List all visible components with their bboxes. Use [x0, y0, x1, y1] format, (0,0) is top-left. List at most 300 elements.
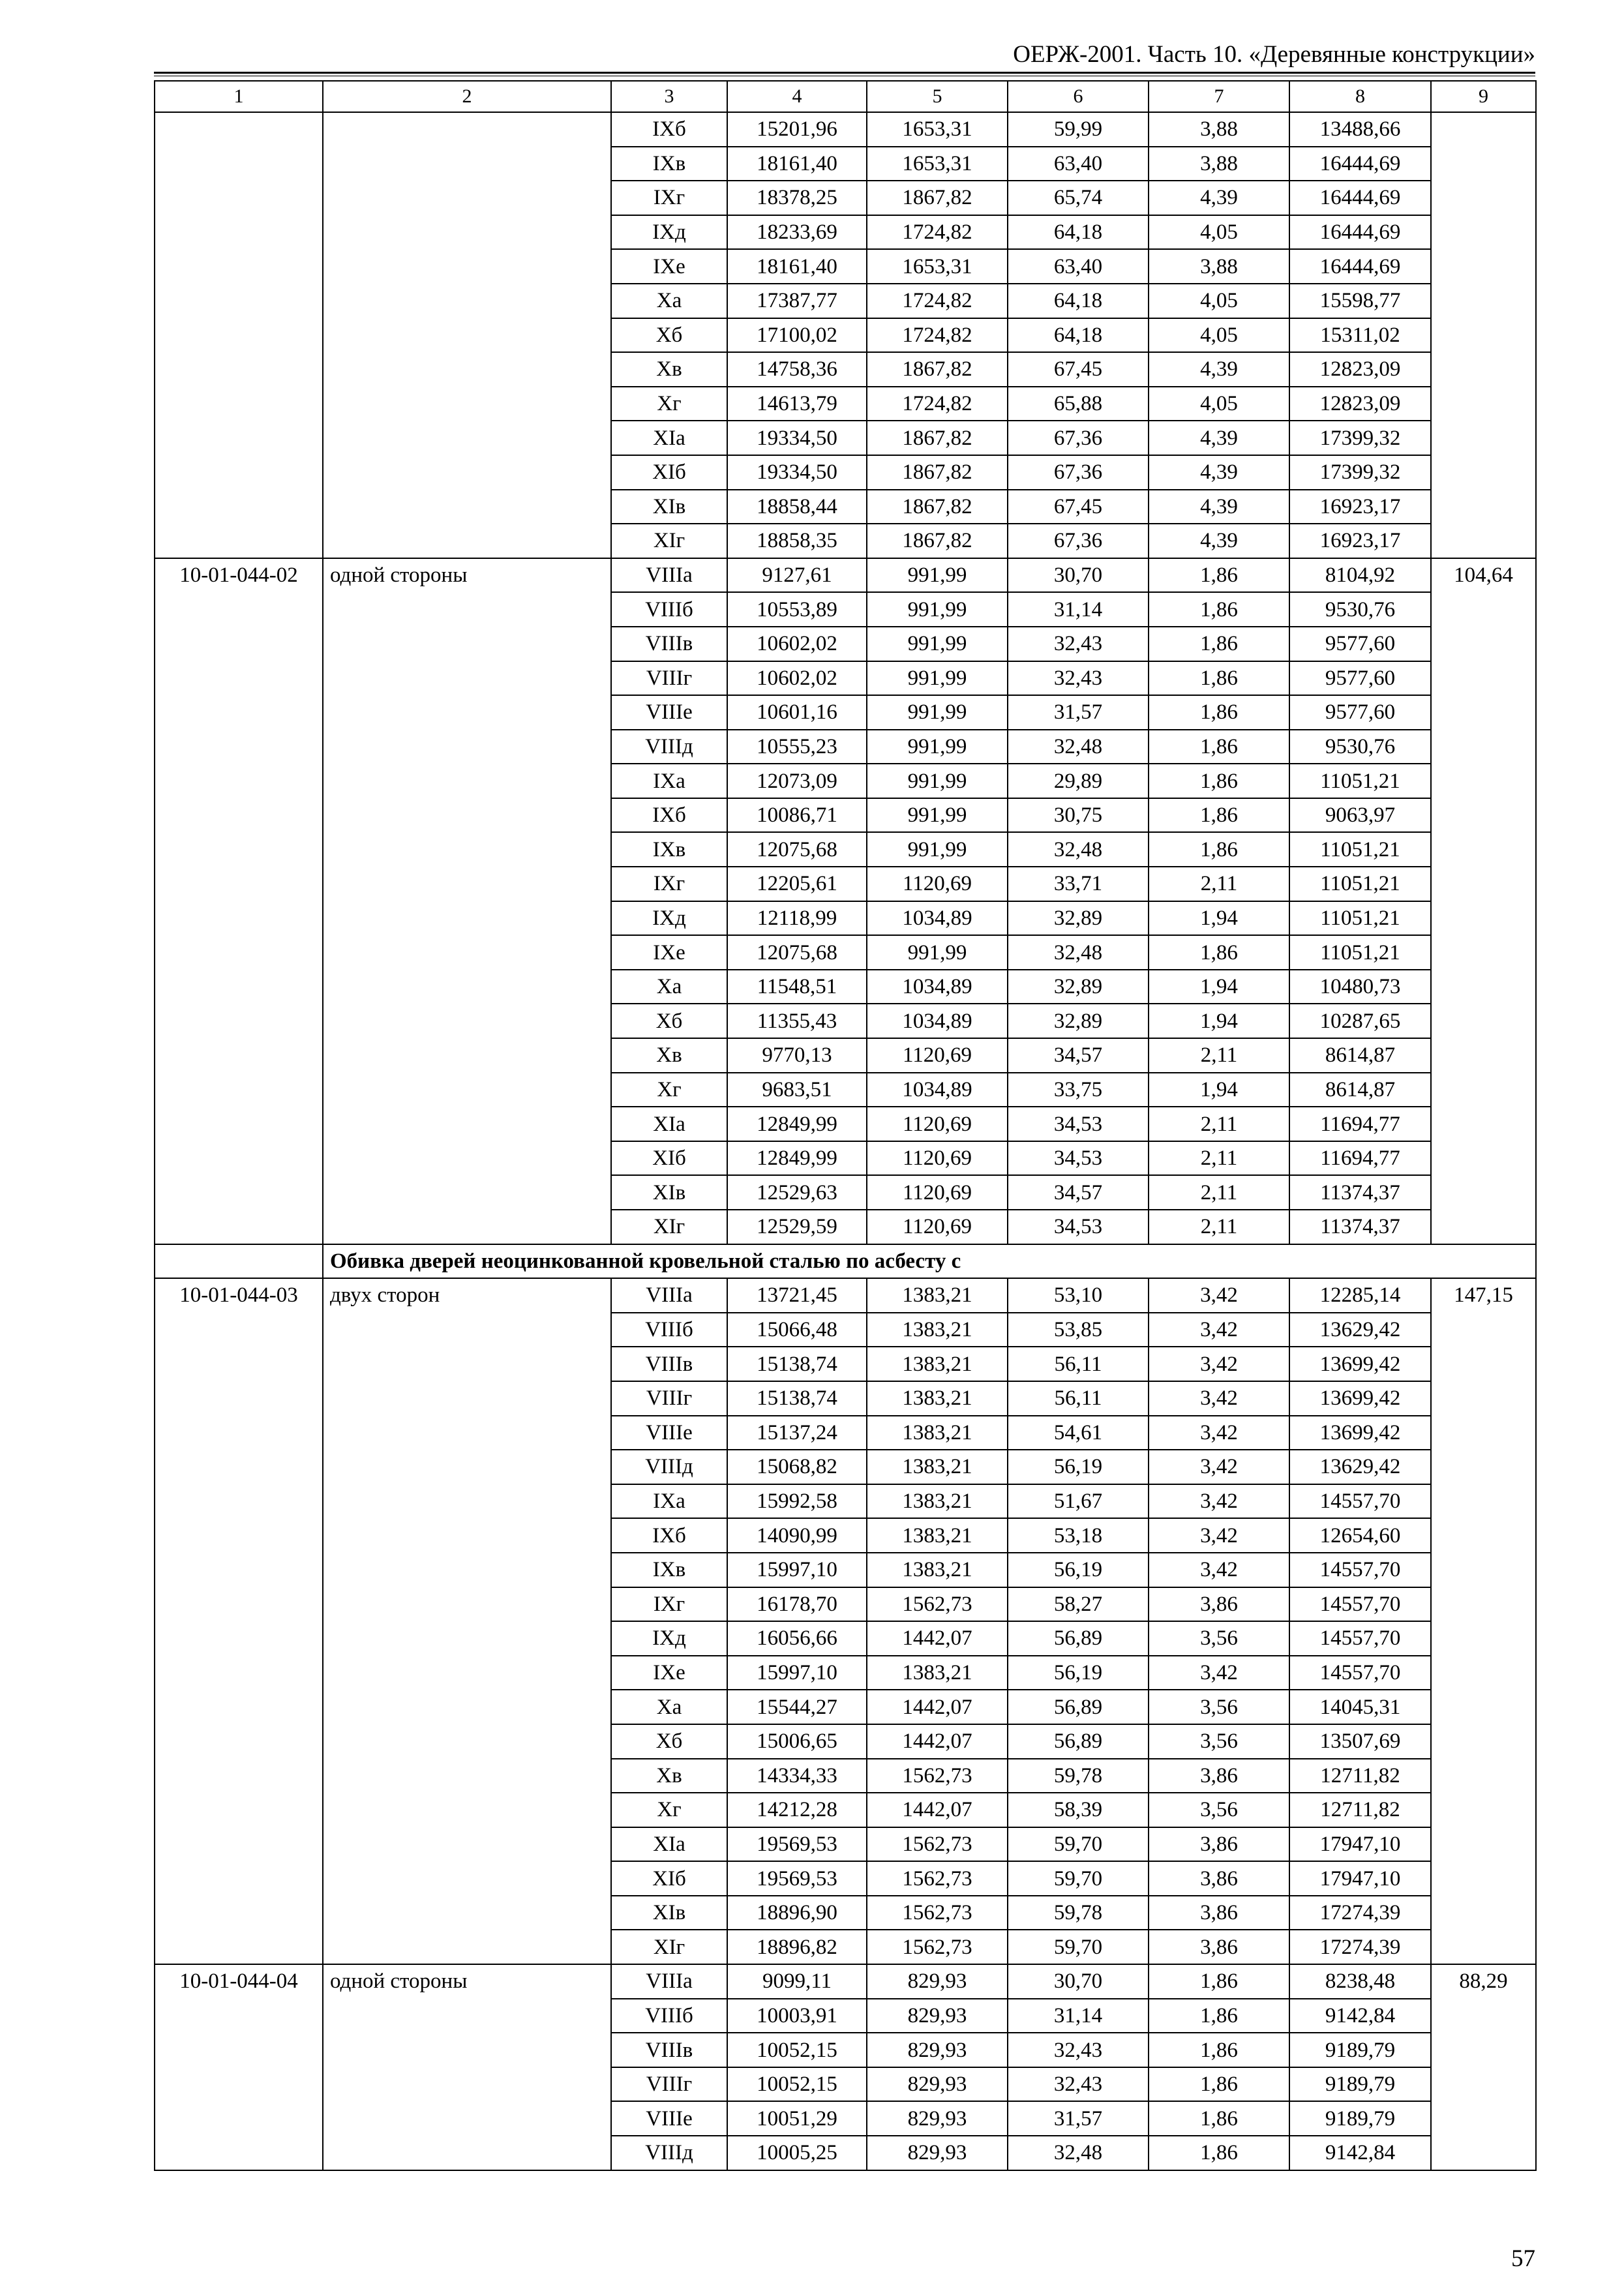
- column-number: 1: [155, 81, 323, 112]
- machinist-wages-cell: 3,42: [1149, 1313, 1289, 1347]
- page-header: ОЕРЖ-2001. Часть 10. «Деревянные конструкции»: [1013, 41, 1535, 68]
- total-cost-cell: 15992,58: [727, 1484, 867, 1519]
- machines-cell: 67,45: [1008, 352, 1149, 387]
- zone-cell: IXб: [611, 112, 727, 147]
- total-cost-cell: 9683,51: [727, 1073, 867, 1107]
- machinist-wages-cell: 3,56: [1149, 1690, 1289, 1724]
- machinist-wages-cell: 1,86: [1149, 2136, 1289, 2170]
- materials-cell: 12823,09: [1289, 387, 1431, 421]
- machines-cell: 59,99: [1008, 112, 1149, 147]
- wages-cell: 1724,82: [867, 284, 1008, 318]
- materials-cell: 15598,77: [1289, 284, 1431, 318]
- column-number: 2: [323, 81, 611, 112]
- machinist-wages-cell: 3,88: [1149, 147, 1289, 181]
- wages-cell: 1383,21: [867, 1450, 1008, 1484]
- materials-cell: 14557,70: [1289, 1621, 1431, 1656]
- wages-cell: 1867,82: [867, 421, 1008, 455]
- wages-cell: 1653,31: [867, 147, 1008, 181]
- total-cost-cell: 9127,61: [727, 558, 867, 593]
- machinist-wages-cell: 3,42: [1149, 1381, 1289, 1416]
- machinist-wages-cell: 4,05: [1149, 284, 1289, 318]
- total-cost-cell: 14090,99: [727, 1518, 867, 1553]
- wages-cell: 1653,31: [867, 249, 1008, 284]
- materials-cell: 17399,32: [1289, 421, 1431, 455]
- materials-cell: 10287,65: [1289, 1004, 1431, 1038]
- machinist-wages-cell: 3,42: [1149, 1347, 1289, 1381]
- total-cost-cell: 9099,11: [727, 1964, 867, 1999]
- materials-cell: 9189,79: [1289, 2033, 1431, 2067]
- empty-cell: [155, 1244, 323, 1279]
- machines-cell: 31,14: [1008, 592, 1149, 627]
- materials-cell: 8614,87: [1289, 1038, 1431, 1073]
- materials-cell: 16923,17: [1289, 524, 1431, 558]
- materials-cell: 9189,79: [1289, 2101, 1431, 2136]
- machines-cell: 65,88: [1008, 387, 1149, 421]
- machines-cell: 34,53: [1008, 1210, 1149, 1244]
- wages-cell: 1442,07: [867, 1724, 1008, 1759]
- wages-cell: 1383,21: [867, 1656, 1008, 1690]
- materials-cell: 11694,77: [1289, 1141, 1431, 1176]
- total-cost-cell: 10602,02: [727, 627, 867, 661]
- materials-cell: 14557,70: [1289, 1553, 1431, 1587]
- wages-cell: 1120,69: [867, 1038, 1008, 1073]
- machinist-wages-cell: 3,56: [1149, 1793, 1289, 1827]
- materials-cell: 8614,87: [1289, 1073, 1431, 1107]
- materials-cell: 17274,39: [1289, 1896, 1431, 1930]
- machines-cell: 34,57: [1008, 1038, 1149, 1073]
- wages-cell: 991,99: [867, 627, 1008, 661]
- zone-cell: Xг: [611, 387, 727, 421]
- zone-cell: VIIIа: [611, 1278, 727, 1313]
- machinist-wages-cell: 1,86: [1149, 2067, 1289, 2102]
- materials-cell: 13629,42: [1289, 1313, 1431, 1347]
- zone-cell: XIг: [611, 1210, 727, 1244]
- machines-cell: 59,70: [1008, 1827, 1149, 1862]
- total-cost-cell: 15138,74: [727, 1347, 867, 1381]
- zone-cell: VIIIд: [611, 730, 727, 764]
- machinist-wages-cell: 2,11: [1149, 867, 1289, 901]
- zone-cell: VIIIд: [611, 1450, 727, 1484]
- rates-table: [154, 80, 1537, 2171]
- machines-cell: 63,40: [1008, 147, 1149, 181]
- materials-cell: 11051,21: [1289, 867, 1431, 901]
- wages-cell: 1383,21: [867, 1347, 1008, 1381]
- machines-cell: 34,53: [1008, 1141, 1149, 1176]
- wages-cell: 1562,73: [867, 1896, 1008, 1930]
- machines-cell: 32,48: [1008, 935, 1149, 970]
- total-cost-cell: 15137,24: [727, 1416, 867, 1450]
- machines-cell: 32,89: [1008, 901, 1149, 936]
- materials-cell: 12711,82: [1289, 1793, 1431, 1827]
- wages-cell: 1120,69: [867, 1175, 1008, 1210]
- wages-cell: 1034,89: [867, 1004, 1008, 1038]
- total-cost-cell: 12075,68: [727, 832, 867, 867]
- machines-cell: 58,27: [1008, 1587, 1149, 1622]
- wages-cell: 1034,89: [867, 970, 1008, 1004]
- rate-name: двух сторон: [323, 1278, 611, 1964]
- machines-cell: 59,70: [1008, 1930, 1149, 1964]
- materials-cell: 12654,60: [1289, 1518, 1431, 1553]
- zone-cell: XIв: [611, 490, 727, 524]
- zone-cell: Xг: [611, 1793, 727, 1827]
- machinist-wages-cell: 3,86: [1149, 1861, 1289, 1896]
- total-cost-cell: 19569,53: [727, 1861, 867, 1896]
- materials-cell: 17947,10: [1289, 1827, 1431, 1862]
- rate-code: 10-01-044-03: [155, 1278, 323, 1964]
- table-row: [155, 1278, 1536, 1313]
- machinist-wages-cell: 3,56: [1149, 1724, 1289, 1759]
- zone-cell: IXб: [611, 1518, 727, 1553]
- machinist-wages-cell: 2,11: [1149, 1141, 1289, 1176]
- wages-cell: 829,93: [867, 1999, 1008, 2033]
- machinist-wages-cell: 1,86: [1149, 661, 1289, 696]
- zone-cell: IXе: [611, 249, 727, 284]
- zone-cell: XIв: [611, 1175, 727, 1210]
- wages-cell: 991,99: [867, 935, 1008, 970]
- total-cost-cell: 10003,91: [727, 1999, 867, 2033]
- materials-cell: 8104,92: [1289, 558, 1431, 593]
- machines-cell: 32,43: [1008, 661, 1149, 696]
- total-cost-cell: 10601,16: [727, 695, 867, 730]
- machines-cell: 65,74: [1008, 181, 1149, 215]
- wages-cell: 1724,82: [867, 387, 1008, 421]
- total-cost-cell: 18858,35: [727, 524, 867, 558]
- wages-cell: 829,93: [867, 2136, 1008, 2170]
- materials-cell: 15311,02: [1289, 318, 1431, 353]
- wages-cell: 1867,82: [867, 352, 1008, 387]
- total-cost-cell: 12118,99: [727, 901, 867, 936]
- machinist-wages-cell: 4,39: [1149, 455, 1289, 490]
- materials-cell: 11051,21: [1289, 832, 1431, 867]
- materials-cell: 9142,84: [1289, 2136, 1431, 2170]
- zone-cell: XIа: [611, 1827, 727, 1862]
- machines-cell: 59,78: [1008, 1759, 1149, 1793]
- zone-cell: VIIIв: [611, 1347, 727, 1381]
- materials-cell: 11374,37: [1289, 1210, 1431, 1244]
- zone-cell: XIб: [611, 1861, 727, 1896]
- section-title: Обивка дверей неоцинкованной кровельной сталью по асбесту с: [323, 1244, 1536, 1279]
- machines-cell: 56,19: [1008, 1553, 1149, 1587]
- machines-cell: 29,89: [1008, 764, 1149, 798]
- total-cost-cell: 15006,65: [727, 1724, 867, 1759]
- zone-cell: IXд: [611, 215, 727, 250]
- total-cost-cell: 9770,13: [727, 1038, 867, 1073]
- total-cost-cell: 18233,69: [727, 215, 867, 250]
- rate-name: [323, 112, 611, 558]
- machines-cell: 56,11: [1008, 1347, 1149, 1381]
- total-cost-cell: 19334,50: [727, 421, 867, 455]
- materials-cell: 11051,21: [1289, 935, 1431, 970]
- materials-cell: 17947,10: [1289, 1861, 1431, 1896]
- materials-cell: 14557,70: [1289, 1587, 1431, 1622]
- wages-cell: 991,99: [867, 730, 1008, 764]
- labor-cost-cell: 147,15: [1431, 1278, 1536, 1964]
- machines-cell: 64,18: [1008, 318, 1149, 353]
- machines-cell: 32,43: [1008, 2067, 1149, 2102]
- zone-cell: Xа: [611, 970, 727, 1004]
- materials-cell: 11694,77: [1289, 1107, 1431, 1141]
- wages-cell: 829,93: [867, 1964, 1008, 1999]
- machines-cell: 33,75: [1008, 1073, 1149, 1107]
- wages-cell: 1867,82: [867, 490, 1008, 524]
- column-number: 7: [1149, 81, 1289, 112]
- machines-cell: 31,14: [1008, 1999, 1149, 2033]
- machinist-wages-cell: 1,86: [1149, 832, 1289, 867]
- materials-cell: 16444,69: [1289, 147, 1431, 181]
- zone-cell: VIIIв: [611, 627, 727, 661]
- machines-cell: 34,53: [1008, 1107, 1149, 1141]
- machines-cell: 56,11: [1008, 1381, 1149, 1416]
- machines-cell: 31,57: [1008, 695, 1149, 730]
- machines-cell: 54,61: [1008, 1416, 1149, 1450]
- zone-cell: XIб: [611, 455, 727, 490]
- machines-cell: 32,48: [1008, 2136, 1149, 2170]
- total-cost-cell: 14334,33: [727, 1759, 867, 1793]
- machinist-wages-cell: 1,86: [1149, 764, 1289, 798]
- materials-cell: 16444,69: [1289, 249, 1431, 284]
- machinist-wages-cell: 4,05: [1149, 318, 1289, 353]
- total-cost-cell: 10005,25: [727, 2136, 867, 2170]
- total-cost-cell: 15068,82: [727, 1450, 867, 1484]
- machines-cell: 67,36: [1008, 455, 1149, 490]
- machinist-wages-cell: 3,86: [1149, 1827, 1289, 1862]
- labor-cost-cell: 88,29: [1431, 1964, 1536, 2170]
- machinist-wages-cell: 1,86: [1149, 2101, 1289, 2136]
- wages-cell: 1562,73: [867, 1827, 1008, 1862]
- wages-cell: 1120,69: [867, 1141, 1008, 1176]
- zone-cell: VIIIб: [611, 592, 727, 627]
- materials-cell: 9577,60: [1289, 695, 1431, 730]
- machines-cell: 31,57: [1008, 2101, 1149, 2136]
- machinist-wages-cell: 3,42: [1149, 1416, 1289, 1450]
- wages-cell: 991,99: [867, 695, 1008, 730]
- total-cost-cell: 15138,74: [727, 1381, 867, 1416]
- column-number: 8: [1289, 81, 1431, 112]
- table-row: [155, 112, 1536, 147]
- zone-cell: VIIIа: [611, 558, 727, 593]
- materials-cell: 17399,32: [1289, 455, 1431, 490]
- machines-cell: 67,36: [1008, 421, 1149, 455]
- wages-cell: 1442,07: [867, 1621, 1008, 1656]
- total-cost-cell: 12529,59: [727, 1210, 867, 1244]
- zone-cell: Xа: [611, 284, 727, 318]
- total-cost-cell: 12205,61: [727, 867, 867, 901]
- machines-cell: 33,71: [1008, 867, 1149, 901]
- wages-cell: 1120,69: [867, 1107, 1008, 1141]
- zone-cell: Xб: [611, 1724, 727, 1759]
- materials-cell: 9142,84: [1289, 1999, 1431, 2033]
- labor-cost-cell: [1431, 112, 1536, 558]
- zone-cell: XIг: [611, 1930, 727, 1964]
- wages-cell: 1653,31: [867, 112, 1008, 147]
- zone-cell: IXв: [611, 1553, 727, 1587]
- total-cost-cell: 14758,36: [727, 352, 867, 387]
- machinist-wages-cell: 2,11: [1149, 1107, 1289, 1141]
- total-cost-cell: 10052,15: [727, 2033, 867, 2067]
- machinist-wages-cell: 3,42: [1149, 1278, 1289, 1313]
- zone-cell: VIIIб: [611, 1999, 727, 2033]
- materials-cell: 13699,42: [1289, 1416, 1431, 1450]
- machines-cell: 30,70: [1008, 558, 1149, 593]
- machines-cell: 56,19: [1008, 1656, 1149, 1690]
- materials-cell: 16923,17: [1289, 490, 1431, 524]
- wages-cell: 1867,82: [867, 181, 1008, 215]
- zone-cell: XIа: [611, 421, 727, 455]
- section-title-row: [155, 1244, 1536, 1279]
- total-cost-cell: 10555,23: [727, 730, 867, 764]
- zone-cell: IXа: [611, 1484, 727, 1519]
- wages-cell: 1383,21: [867, 1381, 1008, 1416]
- zone-cell: VIIIе: [611, 2101, 727, 2136]
- machinist-wages-cell: 3,86: [1149, 1930, 1289, 1964]
- materials-cell: 17274,39: [1289, 1930, 1431, 1964]
- page-number: 57: [1511, 2245, 1535, 2272]
- machinist-wages-cell: 1,94: [1149, 1004, 1289, 1038]
- table-row: [155, 1964, 1536, 1999]
- wages-cell: 1120,69: [867, 867, 1008, 901]
- machines-cell: 58,39: [1008, 1793, 1149, 1827]
- rate-name: одной стороны: [323, 558, 611, 1244]
- wages-cell: 991,99: [867, 661, 1008, 696]
- wages-cell: 1562,73: [867, 1930, 1008, 1964]
- total-cost-cell: 15544,27: [727, 1690, 867, 1724]
- zone-cell: IXб: [611, 798, 727, 833]
- materials-cell: 13629,42: [1289, 1450, 1431, 1484]
- machines-cell: 53,85: [1008, 1313, 1149, 1347]
- machines-cell: 53,18: [1008, 1518, 1149, 1553]
- wages-cell: 991,99: [867, 832, 1008, 867]
- total-cost-cell: 15997,10: [727, 1656, 867, 1690]
- machinist-wages-cell: 4,39: [1149, 490, 1289, 524]
- zone-cell: XIг: [611, 524, 727, 558]
- machines-cell: 67,45: [1008, 490, 1149, 524]
- machinist-wages-cell: 1,94: [1149, 901, 1289, 936]
- total-cost-cell: 14212,28: [727, 1793, 867, 1827]
- materials-cell: 13488,66: [1289, 112, 1431, 147]
- wages-cell: 1867,82: [867, 455, 1008, 490]
- wages-cell: 829,93: [867, 2101, 1008, 2136]
- zone-cell: VIIIв: [611, 2033, 727, 2067]
- column-number: 4: [727, 81, 867, 112]
- zone-cell: IXд: [611, 901, 727, 936]
- rate-code: 10-01-044-04: [155, 1964, 323, 2170]
- materials-cell: 12823,09: [1289, 352, 1431, 387]
- wages-cell: 1562,73: [867, 1587, 1008, 1622]
- column-number: 3: [611, 81, 727, 112]
- total-cost-cell: 18161,40: [727, 249, 867, 284]
- total-cost-cell: 12529,63: [727, 1175, 867, 1210]
- zone-cell: VIIIе: [611, 1416, 727, 1450]
- zone-cell: IXд: [611, 1621, 727, 1656]
- machinist-wages-cell: 3,86: [1149, 1759, 1289, 1793]
- wages-cell: 1562,73: [867, 1861, 1008, 1896]
- materials-cell: 8238,48: [1289, 1964, 1431, 1999]
- wages-cell: 991,99: [867, 592, 1008, 627]
- materials-cell: 10480,73: [1289, 970, 1431, 1004]
- machines-cell: 30,75: [1008, 798, 1149, 833]
- machinist-wages-cell: 1,86: [1149, 935, 1289, 970]
- machinist-wages-cell: 4,39: [1149, 421, 1289, 455]
- machinist-wages-cell: 1,86: [1149, 592, 1289, 627]
- machinist-wages-cell: 3,42: [1149, 1518, 1289, 1553]
- wages-cell: 1383,21: [867, 1553, 1008, 1587]
- machinist-wages-cell: 4,05: [1149, 387, 1289, 421]
- materials-cell: 9577,60: [1289, 661, 1431, 696]
- machinist-wages-cell: 2,11: [1149, 1175, 1289, 1210]
- machinist-wages-cell: 1,94: [1149, 970, 1289, 1004]
- total-cost-cell: 18858,44: [727, 490, 867, 524]
- zone-cell: VIIIг: [611, 2067, 727, 2102]
- column-number-row: [155, 81, 1536, 112]
- machinist-wages-cell: 4,05: [1149, 215, 1289, 250]
- machinist-wages-cell: 3,56: [1149, 1621, 1289, 1656]
- total-cost-cell: 17387,77: [727, 284, 867, 318]
- zone-cell: IXв: [611, 832, 727, 867]
- labor-cost-cell: 104,64: [1431, 558, 1536, 1244]
- materials-cell: 9530,76: [1289, 730, 1431, 764]
- table-body: [155, 81, 1536, 2170]
- materials-cell: 11374,37: [1289, 1175, 1431, 1210]
- machinist-wages-cell: 2,11: [1149, 1210, 1289, 1244]
- machines-cell: 32,48: [1008, 730, 1149, 764]
- column-number: 6: [1008, 81, 1149, 112]
- rate-name: одной стороны: [323, 1964, 611, 2170]
- machinist-wages-cell: 4,39: [1149, 352, 1289, 387]
- machinist-wages-cell: 1,86: [1149, 627, 1289, 661]
- machines-cell: 64,18: [1008, 284, 1149, 318]
- machinist-wages-cell: 3,42: [1149, 1484, 1289, 1519]
- machines-cell: 59,70: [1008, 1861, 1149, 1896]
- machinist-wages-cell: 3,42: [1149, 1553, 1289, 1587]
- table-row: [155, 558, 1536, 593]
- zone-cell: VIIIг: [611, 661, 727, 696]
- zone-cell: Xг: [611, 1073, 727, 1107]
- zone-cell: VIIIг: [611, 1381, 727, 1416]
- machinist-wages-cell: 1,86: [1149, 1999, 1289, 2033]
- zone-cell: IXв: [611, 147, 727, 181]
- total-cost-cell: 18896,90: [727, 1896, 867, 1930]
- machines-cell: 51,67: [1008, 1484, 1149, 1519]
- wages-cell: 1383,21: [867, 1484, 1008, 1519]
- machinist-wages-cell: 3,86: [1149, 1587, 1289, 1622]
- column-number: 9: [1431, 81, 1536, 112]
- machinist-wages-cell: 3,86: [1149, 1896, 1289, 1930]
- total-cost-cell: 15066,48: [727, 1313, 867, 1347]
- wages-cell: 1383,21: [867, 1278, 1008, 1313]
- machines-cell: 32,89: [1008, 970, 1149, 1004]
- machines-cell: 32,43: [1008, 2033, 1149, 2067]
- materials-cell: 9577,60: [1289, 627, 1431, 661]
- rate-code: 10-01-044-02: [155, 558, 323, 1244]
- machines-cell: 56,19: [1008, 1450, 1149, 1484]
- total-cost-cell: 14613,79: [727, 387, 867, 421]
- materials-cell: 16444,69: [1289, 215, 1431, 250]
- materials-cell: 9063,97: [1289, 798, 1431, 833]
- total-cost-cell: 15997,10: [727, 1553, 867, 1587]
- zone-cell: IXа: [611, 764, 727, 798]
- total-cost-cell: 12073,09: [727, 764, 867, 798]
- materials-cell: 13507,69: [1289, 1724, 1431, 1759]
- machinist-wages-cell: 3,88: [1149, 249, 1289, 284]
- machinist-wages-cell: 1,86: [1149, 798, 1289, 833]
- machinist-wages-cell: 1,94: [1149, 1073, 1289, 1107]
- materials-cell: 14557,70: [1289, 1656, 1431, 1690]
- materials-cell: 9530,76: [1289, 592, 1431, 627]
- machinist-wages-cell: 1,86: [1149, 730, 1289, 764]
- machines-cell: 56,89: [1008, 1724, 1149, 1759]
- total-cost-cell: 12849,99: [727, 1107, 867, 1141]
- zone-cell: Xа: [611, 1690, 727, 1724]
